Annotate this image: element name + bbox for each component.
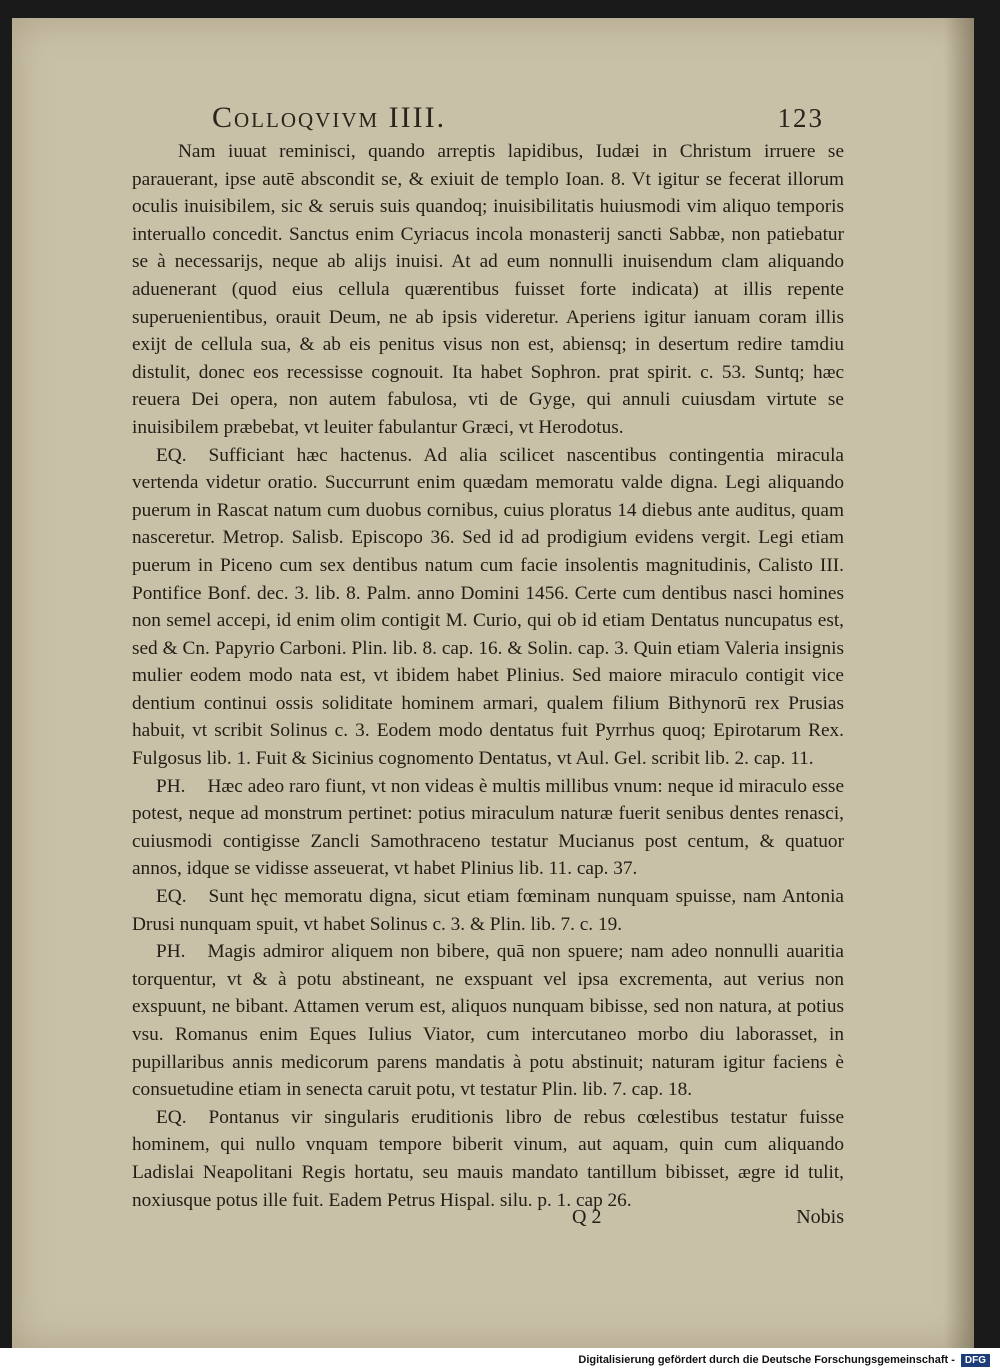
paragraph	[132, 938, 844, 1104]
page-spine-shadow	[944, 18, 974, 1348]
paragraph-text: Magis admiror aliquem non bibere, quā non spuere; nam adeo nonnulli auaritia torquentur, vt & à potu abstineant, ne exspuant vel ipsa excrementa, aut verius non exspuunt, ne bibant. Attamen verum est, aliquos nunquam bibisse, sed non natura, at potius vsu. Romanus enim Eques Iulius Viator, cum intercutaneo morbo diu laborasset, in pupillaribus annis medicorum parens mandatis à potu abstinuit; naturam igitur faciens è consuetudine etiam in senecta caruit potu, vt testatur Plin. lib. 7. cap. 18.	[132, 941, 844, 1101]
speaker-label: EQ.	[156, 1106, 187, 1128]
dfg-logo[interactable]: DFG	[961, 1354, 990, 1367]
speaker-label: PH.	[156, 941, 186, 963]
running-head	[212, 98, 824, 138]
book-page	[12, 18, 974, 1348]
page-footer	[132, 1206, 844, 1236]
speaker-label: PH.	[156, 775, 186, 797]
paragraph	[132, 1104, 844, 1214]
signature-mark: Q 2	[572, 1206, 602, 1228]
paragraph	[132, 442, 844, 773]
paragraph-text: Sunt hęc memoratu digna, sicut etiam fœminam nunquam spuisse, nam Antonia Drusi nunquam spuit, vt habet Solinus c. 3. & Plin. lib. 7. c. 19.	[132, 886, 844, 935]
speaker-label: EQ.	[156, 444, 187, 466]
credit-label: Digitalisierung gefördert durch die Deutsche Forschungsgemeinschaft -	[578, 1354, 955, 1366]
paragraph	[132, 883, 844, 938]
catchword: Nobis	[796, 1206, 844, 1228]
paragraph-text: Sufficiant hæc hactenus. Ad alia scilicet nascentibus contingentia miracula vertenda videtur oratio. Succurrunt enim quædam memoratu valde digna. Legi aliquando puerum in Rascat natum cum duobus cornibus, cuius ploratus 14 diebus ante auditus, quam nasceretur. Metrop. Salisb. Episcopo 36. Sed id ad prodigium evidens vergit. Legi etiam puerum in Piceno cum sex dentibus natum cum facie insolentis magnitudinis, Calisto III. Pontifice Bonf. dec. 3. lib. 8. Palm. anno Domini 1456. Certe cum dentibus nasci homines non semel accepi, id enim olim contigit M. Curio, qui ob id etiam Dentatus nuncupatus est, sed & Cn. Papyrio Carboni. Plin. lib. 8. cap. 16. & Solin. cap. 3. Quin etiam Valeria insignis mulier eodem modo nata est, vt ibidem habet Plinius. Sed maiore miraculo contigit vice dentium continui ossis soliditate hominem armari, qualem filium Bithynorū rex Prusias habuit, vt scribit Solinus c. 3. Eodem modo dentatus fuit Pyrrhus quoq; Epirotarum Rex. Fulgosus lib. 1. Fuit & Sicinius cognomento Dentatus, vt Aul. Gel. scribit lib. 2. cap. 11.	[132, 444, 844, 770]
paragraph-text: Hæc adeo raro fiunt, vt non videas è multis millibus vnum: neque id miraculo esse potest, neque ad monstrum pertinet: potius miraculum naturæ fuerit senibus dentes renasci, cuiusmodi contigisse Zancli Samothraceno testatur Mucianus post centum, & quatuor annos, idque se vidisse asseuerat, vt habet Plinius lib. 11. cap. 37.	[132, 775, 844, 880]
paragraph-text: Pontanus vir singularis eruditionis libro de rebus cœlestibus testatur fuisse hominem, qui nullo vnquam tempore biberit vinum, aut aquam, quin cum aliquando Ladislai Neapolitani Regis hortatu, seu mauis mandato tantillum bibisset, ægre id tulit, noxiusque potus ille fuit. Eadem Petrus Hispal. silu. p. 1. cap 26.	[132, 1106, 844, 1211]
paragraph-text: Nam iuuat reminisci, quando arreptis lapidibus, Iudæi in Christum irruere se parauerant, ipse autē abscondit se, & exiuit de templo Ioan. 8. Vt igitur se fecerat illorum oculis inuisibilem, sic & seruis suis quandoq; inuisibilitatis huiusmodi vim aliquo temporis interuallo concedit. Sanctus enim Cyriacus incola monasterij sancti Sabbæ, non patiebatur se à necessarijs, neque ab alijs inuisi. At ad eum nonnulli inuisendum clam aliquando aduenerant (quod eius cellula quærentibus fuisset forte indicata) at illis repente superuenientibus, orauit Deum, ne ab ipsis videretur. Aperiens igitur ianuam coram illis exijt de cellula sua, & ab eis penitus visus non est, abiensq; in desertum redire tamdiu distulit, donec eos recessisse cognouit. Ita habet Sophron. prat spirit. c. 53. Suntq; hæc reuera Dei opera, non autem fabulosa, vti de Gyge, qui annuli cuiusdam virtute se inuisibilem præbebat, vt leuiter fabulantur Græci, vt Herodotus.	[132, 141, 844, 438]
paragraph	[132, 138, 844, 442]
digitization-credit-bar	[0, 1348, 1000, 1372]
running-title: Colloqvivm IIII.	[212, 101, 447, 134]
page-number: 123	[777, 102, 824, 133]
speaker-label: EQ.	[156, 886, 187, 908]
paragraph	[132, 773, 844, 883]
body-text	[132, 138, 844, 1214]
